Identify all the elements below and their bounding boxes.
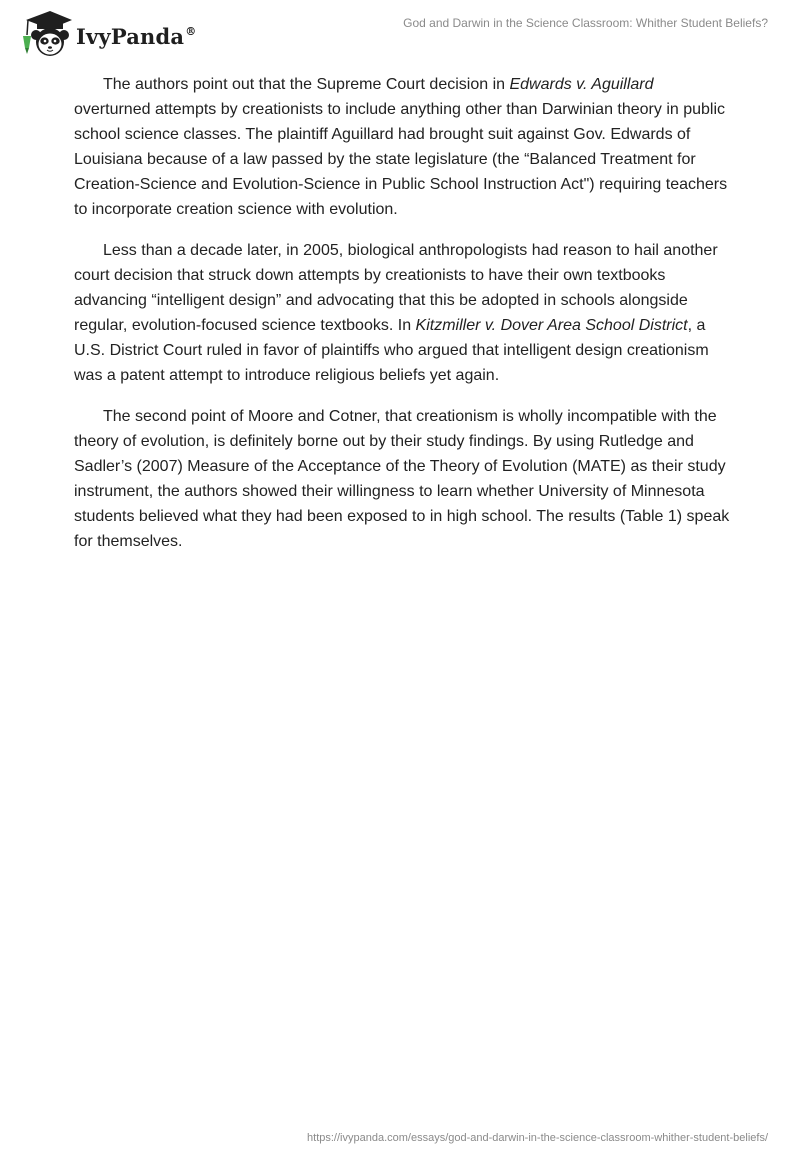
- case-name-kitzmiller: Kitzmiller v. Dover Area School District: [415, 317, 688, 334]
- paragraph-1: The authors point out that the Supreme Court decision in Edwards v. Aguillard overturned attempts by creationists to include anything other than Darwinian theory in public school science classes. The plaintiff Aguillard had brought suit against Gov. Edwards of Louisiana because of a law passed by the state legislature (the “Balanced Treatment for Creation-Science and Evolution-Science in Public School Instruction Act") requiring teachers to incorporate creation science with evolution.: [74, 76, 728, 218]
- case-name-edwards: Edwards v. Aguillard: [509, 76, 654, 93]
- ivypanda-logo[interactable]: [14, 8, 196, 58]
- brand-name: IvyPanda®: [76, 23, 197, 49]
- page-header: [0, 0, 800, 60]
- source-url-link[interactable]: https://ivypanda.com/essays/god-and-darwin-in-the-science-classroom-whither-student-beliefs/: [307, 1132, 768, 1144]
- panda-graduate-icon: [14, 8, 74, 58]
- paragraph-2: Less than a decade later, in 2005, biological anthropologists had reason to hail another court decision that struck down attempts by creationists to have their own textbooks advancing “intelligent design” and advocating that this be adopted in schools alongside regular, evolution-focused science textbooks. In Kitzmiller v. Dover Area School District, a U.S. District Court ruled in favor of plaintiffs who argued that intelligent design creationism was a patent attempt to introduce religious beliefs yet again.: [74, 242, 718, 384]
- paragraph-3: The second point of Moore and Cotner, that creationism is wholly incompatible with the theory of evolution, is definitely borne out by their study findings. By using Rutledge and Sadler’s (2007) Measure of the Acceptance of the Theory of Evolution (MATE) as their study instrument, the authors showed their willingness to learn whether University of Minnesota students believed what they had been exposed to in high school. The results (Table 1) speak for themselves.: [74, 408, 730, 550]
- running-title: God and Darwin in the Science Classroom: Whither Student Beliefs?: [403, 16, 768, 30]
- essay-body: [74, 72, 734, 570]
